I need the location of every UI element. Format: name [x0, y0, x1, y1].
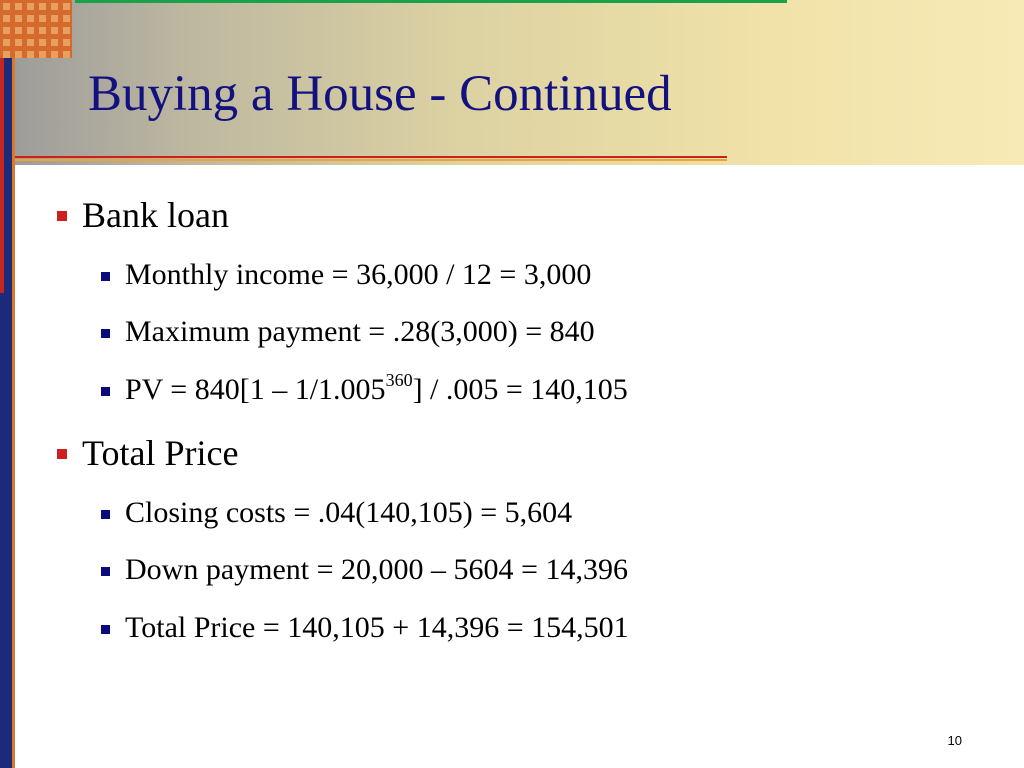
slide-title: Buying a House - Continued: [88, 66, 672, 122]
grid-pattern-logo: [0, 0, 72, 58]
sub-bullet-total-price-calc: [125, 611, 629, 645]
sub-bullet-present-value: [125, 370, 628, 407]
pv-exponent: 360: [385, 370, 413, 390]
bullet-square-icon: [101, 272, 110, 281]
bullet-square-icon: [101, 625, 110, 634]
sub-bullet-maximum-payment: [125, 315, 595, 349]
bullet-text: Closing costs = .04(140,105) = 5,604: [125, 496, 573, 529]
bullet-square-icon: [101, 329, 110, 338]
sub-bullet-monthly-income: [125, 258, 591, 292]
bullet-square-icon: [101, 387, 110, 396]
bullet-square-icon: [101, 567, 110, 576]
title-underline-orange: [15, 159, 727, 161]
bullet-text: Down payment = 20,000 – 5604 = 14,396: [125, 553, 628, 586]
bullet-text: Total Price = 140,105 + 14,396 = 154,501: [125, 611, 629, 644]
bullet-square-icon: [57, 449, 67, 459]
page-number: 10: [947, 733, 962, 748]
top-accent-line: [75, 0, 787, 3]
bullet-text: Maximum payment = .28(3,000) = 840: [125, 315, 595, 348]
bullet-text: Total Price: [82, 433, 239, 473]
bullet-square-icon: [57, 211, 67, 221]
sub-bullet-closing-costs: [125, 496, 572, 530]
title-underline-red: [15, 156, 727, 158]
bullet-text: Monthly income = 36,000 / 12 = 3,000: [125, 258, 592, 291]
pv-text-before: PV = 840[1 – 1/1.005: [125, 373, 386, 406]
left-stripe-red: [0, 58, 4, 293]
pv-text-after: ] / .005 = 140,105: [412, 373, 628, 406]
bullet-square-icon: [101, 510, 110, 519]
left-stripe-orange: [12, 58, 15, 768]
bullet-total-price: [82, 433, 238, 473]
sub-bullet-down-payment: [125, 553, 628, 587]
bullet-bank-loan: [82, 195, 229, 235]
bullet-text: Bank loan: [82, 195, 229, 235]
